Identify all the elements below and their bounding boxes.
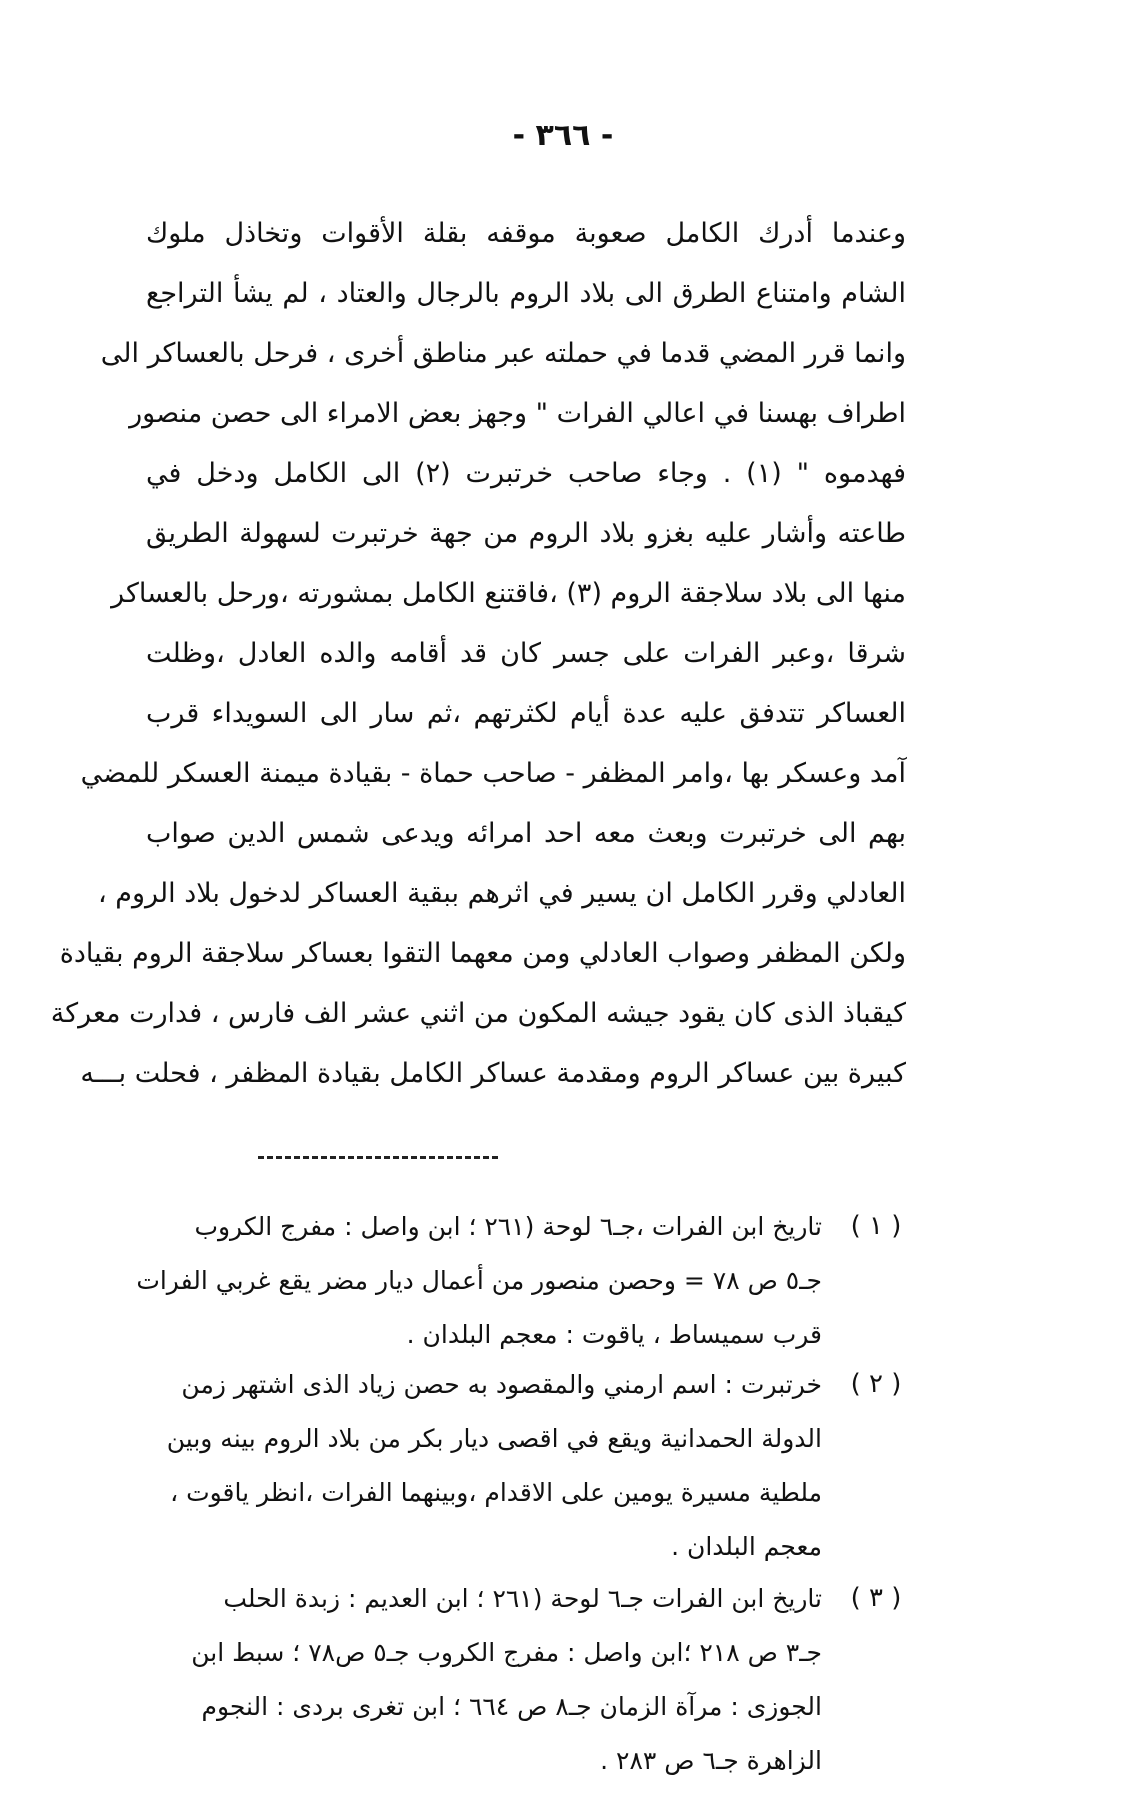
body-line: كبيرة بين عساكر الروم ومقدمة عساكر الكامل بقيادة المظفر ، فحلت بـــه [80,1058,906,1089]
footnote-line: جـ٣ ص ٢١٨ ؛ابن واصل : مفرج الكروب جـ٥ ص٧٨ ؛ سبط ابن [191,1638,822,1667]
body-line: الشام وامتناع الطرق الى بلاد الروم بالرجال والعتاد ، لم يشأ التراجع [146,278,906,309]
body-line: ولكن المظفر وصواب العادلي ومن معهما التقوا بعساكر سلاجقة الروم بقيادة [59,938,906,969]
footnote-line: جـ٥ ص ٧٨ = وحصن منصور من أعمال ديار مضر يقع غربي الفرات [136,1266,822,1295]
footnote-number: ( ٣ ) [850,1583,902,1613]
footnote-line: ملطية مسيرة يومين على الاقدام ،وبينهما الفرات ،انظر ياقوت ، [170,1478,822,1507]
body-line: وعندما أدرك الكامل صعوبة موقفه بقلة الأقوات وتخاذل ملوك [146,218,906,249]
body-line: فهدموه " (١) . وجاء صاحب خرتبرت (٢) الى الكامل ودخل في [146,458,906,489]
body-line: بهم الى خرتبرت وبعث معه احد امرائه ويدعى شمس الدين صواب [146,818,906,849]
footnote-line: خرتبرت : اسم ارمني والمقصود به حصن زياد الذى اشتهر زمن [181,1370,822,1399]
footnote-line: الدولة الحمدانية ويقع في اقصى ديار بكر من بلاد الروم بينه وبين [166,1424,822,1453]
footnote-separator [258,1156,498,1159]
page-number: - ٣٦٦ - [512,118,614,153]
footnote-line: الجوزى : مرآة الزمان جـ٨ ص ٦٦٤ ؛ ابن تغرى بردى : النجوم [201,1692,822,1721]
footnote-line: معجم البلدان . [671,1532,822,1561]
body-line: اطراف بهسنا في اعالي الفرات " وجهز بعض الامراء الى حصن منصور [129,398,906,429]
body-line: منها الى بلاد سلاجقة الروم (٣) ،فاقتنع الكامل بمشورته ،ورحل بالعساكر [111,578,906,609]
body-line: العساكر تتدفق عليه عدة أيام لكثرتهم ،ثم سار الى السويداء قرب [146,698,906,729]
body-line: طاعته وأشار عليه بغزو بلاد الروم من جهة خرتبرت لسهولة الطريق [146,518,906,549]
footnote-line: الزاهرة جـ٦ ص ٢٨٣ . [600,1746,822,1775]
body-line: شرقا ،وعبر الفرات على جسر كان قد أقامه والده العادل ،وظلت [146,638,906,669]
footnote-number: ( ٢ ) [850,1369,902,1399]
footnote-line: تاريخ ابن الفرات جـ٦ لوحة (٢٦١ ؛ ابن العديم : زبدة الحلب [223,1584,822,1613]
body-line: آمد وعسكر بها ،وامر المظفر - صاحب حماة - بقيادة ميمنة العسكر للمضي [80,758,906,789]
footnote-number: ( ١ ) [850,1211,902,1241]
body-line: وانما قرر المضي قدما في حملته عبر مناطق أخرى ، فرحل بالعساكر الى [100,338,906,369]
footnote-line: تاريخ ابن الفرات ،جـ٦ لوحة (٢٦١ ؛ ابن واصل : مفرج الكروب [194,1212,822,1241]
footnote-line: قرب سميساط ، ياقوت : معجم البلدان . [406,1320,822,1349]
body-line: كيقباذ الذى كان يقود جيشه المكون من اثني عشر الف فارس ، فدارت معركة [50,998,906,1029]
body-line: العادلي وقرر الكامل ان يسير في اثرهم ببقية العساكر لدخول بلاد الروم ، [97,878,906,909]
